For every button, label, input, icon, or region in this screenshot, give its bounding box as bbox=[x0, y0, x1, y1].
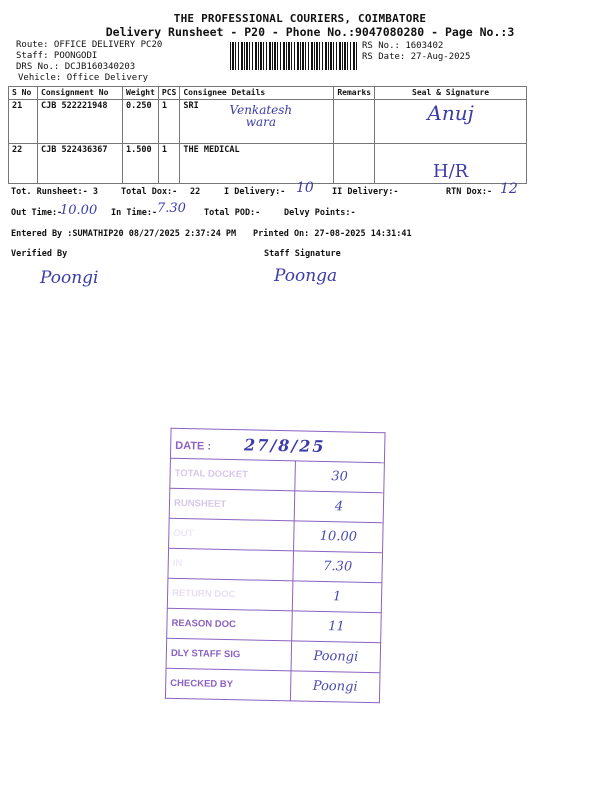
verified-by-label: Verified By bbox=[11, 249, 68, 259]
stamp-label: OUT bbox=[169, 518, 295, 551]
stamp-row bbox=[165, 668, 380, 702]
cell-pcs: 1 bbox=[158, 100, 179, 144]
col-consignee: Consignee Details bbox=[180, 87, 334, 100]
delivery-stamp bbox=[165, 428, 385, 695]
stamp-row bbox=[166, 638, 381, 672]
handwritten-consignee: Venkatesh wara bbox=[229, 103, 293, 129]
cell-weight: 1.500 bbox=[123, 144, 159, 184]
stamp-row bbox=[169, 488, 384, 522]
stamp-label: IN bbox=[168, 548, 294, 581]
stamp-label: RETURN DOC bbox=[167, 578, 293, 611]
stamp-row bbox=[167, 608, 382, 642]
verified-signature: Poongi bbox=[40, 268, 99, 288]
out-time-value: 10.00 bbox=[60, 203, 98, 218]
stamp-value: Poongi bbox=[291, 641, 381, 673]
signature-mark: Anuj bbox=[427, 101, 474, 125]
stamp-value: 11 bbox=[292, 611, 382, 643]
staff-signature-label: Staff Signature bbox=[264, 249, 341, 259]
stamp-value: 30 bbox=[295, 461, 385, 493]
in-time-value: 7.30 bbox=[157, 201, 186, 216]
total-dox-value: 22 bbox=[190, 187, 201, 197]
printed-on: Printed On: 27-08-2025 14:31:41 bbox=[253, 229, 412, 239]
barcode bbox=[230, 42, 358, 70]
total-pod-label: Total POD:- bbox=[204, 208, 261, 218]
cell-consignee bbox=[180, 100, 334, 144]
cell-consignment: CJB 522221948 bbox=[38, 100, 123, 144]
stamp-value: 7.30 bbox=[293, 551, 383, 583]
col-seal: Seal & Signature bbox=[375, 87, 527, 100]
rs-date-label: RS Date: 27-Aug-2025 bbox=[362, 52, 471, 62]
drs-no-label: DRS No.: DCJB160340203 bbox=[16, 62, 136, 72]
cell-sno: 22 bbox=[9, 144, 38, 184]
stamp-value: 4 bbox=[294, 491, 384, 523]
stamp-row bbox=[170, 428, 385, 462]
stamp-row bbox=[169, 518, 384, 552]
i-delivery-value: 10 bbox=[296, 180, 314, 196]
cell-signature bbox=[375, 144, 527, 184]
stamp-value: Poongi bbox=[290, 671, 380, 703]
stamp-date-value: 27/8/25 bbox=[243, 435, 326, 457]
table-header-row bbox=[9, 87, 527, 100]
rs-no-label: RS No.: 1603402 bbox=[362, 41, 444, 51]
col-sno: S No bbox=[9, 87, 38, 100]
cell-remarks bbox=[334, 100, 375, 144]
staff-label: Staff: POONGODI bbox=[16, 51, 98, 61]
table-row bbox=[9, 100, 527, 144]
ii-delivery-label: II Delivery:- bbox=[332, 187, 399, 197]
total-dox-label: Total Dox:- bbox=[121, 187, 178, 197]
delvy-points-label: Delvy Points:- bbox=[284, 208, 356, 218]
stamp-row bbox=[167, 578, 382, 612]
col-consignment: Consignment No bbox=[38, 87, 123, 100]
in-time-label: In Time:- bbox=[111, 208, 158, 218]
stamp-label: DLY STAFF SIG bbox=[166, 638, 292, 671]
runsheet-table bbox=[8, 86, 527, 184]
consignee-text: SRI bbox=[183, 101, 199, 111]
cell-signature bbox=[375, 100, 527, 144]
stamp-label: RUNSHEET bbox=[169, 488, 295, 521]
route-label: Route: OFFICE DELIVERY PC20 bbox=[16, 40, 163, 50]
out-time-label: Out Time:- bbox=[11, 208, 63, 218]
stamp-label: TOTAL DOCKET bbox=[170, 458, 296, 491]
cell-sno: 21 bbox=[9, 100, 38, 144]
rtn-dox-value: 12 bbox=[500, 181, 518, 197]
cell-weight: 0.250 bbox=[123, 100, 159, 144]
cell-consignment: CJB 522436367 bbox=[38, 144, 123, 184]
table-row bbox=[9, 144, 527, 184]
staff-signature: Poonga bbox=[274, 266, 338, 286]
cell-remarks bbox=[334, 144, 375, 184]
stamp-row bbox=[170, 458, 385, 492]
stamp-row bbox=[168, 548, 383, 582]
stamp-value: 10.00 bbox=[294, 521, 384, 553]
cell-pcs: 1 bbox=[158, 144, 179, 184]
col-remarks: Remarks bbox=[334, 87, 375, 100]
stamp-label: REASON DOC bbox=[167, 608, 293, 641]
stamp-date-label: DATE : bbox=[175, 439, 212, 453]
runsheet-title: Delivery Runsheet - P20 - Phone No.:9047080280 - Page No.:3 bbox=[105, 25, 515, 39]
col-weight: Weight bbox=[123, 87, 159, 100]
i-delivery-label: I Delivery:- bbox=[224, 187, 286, 197]
rtn-dox-label: RTN Dox:- bbox=[446, 187, 493, 197]
stamp-label: CHECKED BY bbox=[165, 668, 291, 701]
stamp-date-cell bbox=[170, 428, 385, 462]
entered-by: Entered By :SUMATHIP20 08/27/2025 2:37:24 PM bbox=[11, 229, 237, 239]
stamp-value: 1 bbox=[292, 581, 382, 613]
tot-runsheet: Tot. Runsheet:- 3 bbox=[11, 187, 98, 197]
vehicle-label: Vehicle: Office Delivery bbox=[18, 73, 149, 83]
col-pcs: PCS bbox=[158, 87, 179, 100]
company-title: THE PROFESSIONAL COURIERS, COIMBATORE bbox=[173, 12, 427, 25]
signature-mark: H/R bbox=[432, 161, 469, 182]
cell-consignee: THE MEDICAL bbox=[180, 144, 334, 184]
